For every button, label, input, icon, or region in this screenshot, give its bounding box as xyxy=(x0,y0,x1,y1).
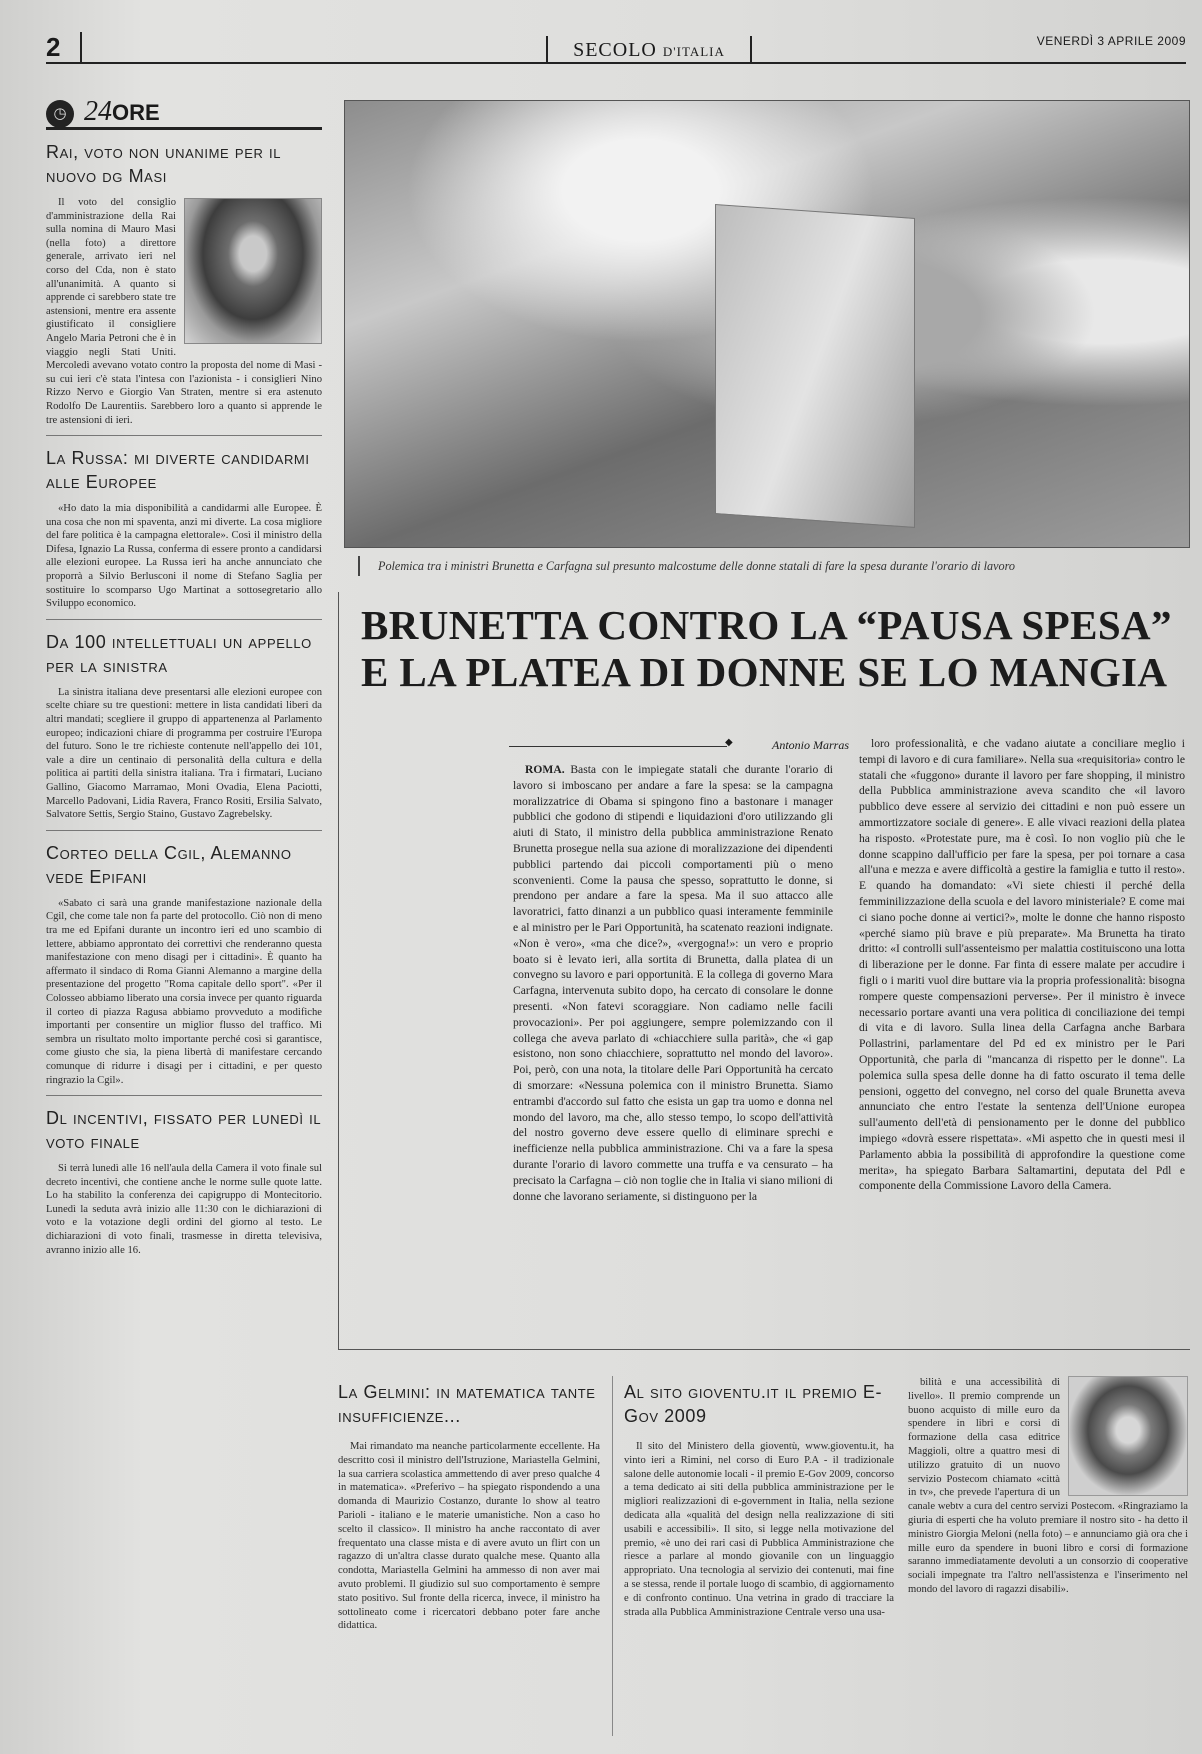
main-photo-shopping-bag xyxy=(344,100,1190,548)
brief-body: «Ho dato la mia disponibilità a candidarmi alle Europee. È una cosa che non mi spaventa, anzi mi diverte. La cosa migliore del fare politica è la campagna elettorale». Così il ministro della Difesa, Ignazio La Russa, conferma di essere pronto a candidarsi alle elezioni europee. La Russa ieri ha anche annunciato che proporrà a Silvio Berlusconi il nome di Stefano Saglia per sostituire lo scomparso Ugo Martinat a sottosegretario allo Sviluppo economico. xyxy=(46,503,322,610)
masthead xyxy=(46,30,1186,64)
brief-intellettuali xyxy=(46,630,322,822)
brief-title: Rai, voto non unanime per il nuovo dg Masi xyxy=(46,142,282,186)
brief-rai xyxy=(46,140,322,427)
divider xyxy=(46,830,322,831)
brief-body: Il sito del Ministero della gioventù, www.gioventu.it, ha vinto ieri a Rimini, nel corso di Euro P.A - il tradizionale salone delle autonomie locali - il premio E-Gov 2009, concorso a tema dedicato ai siti della pubblica amministrazione per le migliori realizzazioni di e-government in Italia, nella sezione dedicata alla «qualità del design nella realizzazione di siti usabili e accessibili». Il sito, si legge nella motivazione del premio, «è uno dei rari casi di Pubblica Amministrazione che riesce a parlare al mondo giovanile con un linguaggio appropriato. Una tecnologia al servizio dei contenuti, mai fine a se stessa, rende il portale luogo di scambio, di aggiornamento e di confronto continuo. Una vetrina in grado di tracciare la strada alla Pubblica Amministrazione Centrale verso una usa- xyxy=(624,1441,894,1618)
headline xyxy=(361,602,1181,696)
divider xyxy=(46,1095,322,1096)
photo-mauro-masi xyxy=(184,198,322,344)
left-column-briefs xyxy=(46,96,322,1257)
brief-gioventu xyxy=(624,1380,894,1619)
article-column-2: loro professionalità, e che vadano aiutate a conciliare meglio i tempi di lavoro e di cura familiare». Nella sua «requisitoria» contro le statali che «fuggono» durante il lavoro per fare shopping, il ministro della Pubblica amministrazione aveva scandito che «il lavoro pubblico deve essere al servizio dei cittadini e non può essere un ammortizzatore sociale di genere». E alle vivaci reazioni della platea ha risposto. «Protestate pure, ma è così. Io non voglio più che le donne scappino dall'ufficio per fare la spesa, per poi tornare a casa all'una e mezza e avere difficoltà a gestire la famiglia e tutto il resto». E quando ha domandato: «Vi siete chiesti il perché della femminilizzazione della scuola e del lavoro ministeriale? E come mai ci siano poche donne ai vertici?», molte le donne che hanno risposto «perché siamo più brave e più preparate». Ma Brunetta ha tirato dritto: «I controlli sull'assenteismo per malattia costituiscono una lotta di liberazione per le donne. Far finta di essere malate per accudire i figli o i mariti vuol dire buttare via la propria professionalità: bisogna rompere queste compensazioni perverse». Per il ministro è invece necessario portare avanti una vera politica di conciliazione dei tempi di vita e di lavoro. Sulla linea della Carfagna anche Barbara Pollastrini, parlamentare del Pd ed ex ministro per le Pari Opportunità, che parla di "mancanza di rispetto per le donne". La polemica sulla spesa delle donne ha di fatto oscurato il tema delle pensioni, oggetto del convegno, nel corso del quale Brunetta aveva annunciato che entro l'estate la sentenza dell'Unione europea sull'aumento dell'età di pensionamento per le donne del pubblico impiego «dovrà essere rispettata». «Mi aspetto che in questi mesi il Parlamento abbia la possibilità di approfondire la questione come merita», ha spiegato Barbara Saltamartini, deputata del Pdl e componente della Commissione Lavoro della Camera. xyxy=(859,737,1186,1193)
brief-dl-incentivi xyxy=(46,1106,322,1257)
column-divider xyxy=(612,1376,613,1736)
divider xyxy=(46,619,322,620)
brief-body: bilità e una accessibilità di livello». Il premio comprende un buono acquisto di mille euro da spendere in libri e corsi di formazione della casa editrice Maggioli, oltre a quattro mesi di utilizzo gratuito di un nuovo servizio Postecom chiamato «città in tv», che prevede l'apertura di un canale webtv a cura del centro servizi Postecom. «Ringraziamo la giuria di esperti che ha voluto premiare il nostro sito - ha detto il ministro Giorgia Meloni (nella foto) – e annunciamo già ora che i mille euro da spendere in buoni libro e corsi di formazione saranno immediatamente devoluti a un consorzio di cooperative sociali impegnate tra l'altro nell'assistenza e l'inserimento nel mondo del lavoro di ragazzi disabili». xyxy=(908,1377,1188,1595)
byline: Antonio Marras ◆ xyxy=(509,738,849,754)
clock-icon: ◷ xyxy=(46,100,74,128)
brief-title: Corteo della Cgil, Alemanno vede Epifani xyxy=(46,842,292,887)
section-logo-text xyxy=(84,96,160,128)
brief-cgil xyxy=(46,841,322,1087)
brief-body: Il voto del consiglio d'amministrazione della Rai sulla nomina di Mauro Masi (nella foto) a direttore generale, arrivato ieri nel corso del Cda, non è stato all'unanimità. A quanto si apprende ci sarebbero state tre astensioni, mentre era assente giustificato il consigliere Angelo Maria Petroni che è in viaggio negli Stati Uniti. Mercoledì avevano votato contro la proposta del nome di Masi - su cui ieri c'è stata l'intesa con l'azionista - i consiglieri Nino Rizzo Nervo e Giorgio Van Straten, mentre si era astenuto Rodolfo De Laurentiis. Sarebbero loro a quanto si apprende le tre astensioni di ieri. xyxy=(46,197,322,426)
paper-name-main: SECOLO xyxy=(573,39,657,61)
paper-name xyxy=(546,36,752,64)
brief-title: Al sito gioventu.it il premio E-Gov 2009 xyxy=(624,1382,883,1426)
brief-body: La sinistra italiana deve presentarsi alle elezioni europee con scelte chiare su tre questioni: mettere in lista candidati liberi da altri mandati; scegliere il gruppo di appartenenza al Parlamento europeo; indicazioni chiare di programma per costruire l'Europa del futuro. Sono le tre richieste contenute nell'appello dei 101, vale a dire un centinaio di personalità della cultura e della politica ai partiti della sinistra italiana. Tra i firmatari, Luciano Gallino, Giacomo Marramao, Moni Ovadia, Elena Paciotti, Marcello Padovani, Lidia Ravera, Franco Rositi, Ersilia Salvato, Salvatore Settis, Sergio Staino, Gustavo Zagrebelsky. xyxy=(46,686,322,821)
divider xyxy=(46,435,322,436)
brief-title: Da 100 intellettuali un appello per la sinistra xyxy=(46,631,312,676)
headline-line-1: BRUNETTA CONTRO LA “PAUSA SPESA” xyxy=(361,602,1172,648)
shopping-bag-illustration xyxy=(715,204,915,528)
section-logo-word: ORE xyxy=(112,100,160,125)
dateline: ROMA. xyxy=(525,763,565,776)
brief-title: La Gelmini: in matematica tante insufficienze... xyxy=(338,1382,596,1426)
brief-body: Si terrà lunedì alle 16 nell'aula della Camera il voto finale sul decreto incentivi, che contiene anche le norme sulle quote latte. Lo ha stabilito la conferenza dei capigruppo di Montecitorio. Lunedì la seduta avrà inizio alle 11:30 con le dichiarazioni di voto e la votazione degli ordini del giorno al testo. Le dichiarazioni di voto finali, trasmesse in diretta televisiva, avranno inizio alle 16. xyxy=(46,1163,322,1256)
brief-la-russa xyxy=(46,446,322,611)
page-number: 2 xyxy=(46,32,82,62)
section-logo-number: 24 xyxy=(84,96,112,127)
main-article xyxy=(338,592,1190,1350)
article-column-1-text: Basta con le impiegate statali che durante l'orario di lavoro si imboscano per andare a fare la spesa: se la campagna moralizzatrice di Obama si spingono fino a bastonare i manager pubblici che godono di stipendi e liquidazioni d'oro utilizzando gli aiuti di Stato, il ministro della pubblica amministrazione Renato Brunetta prosegue nella sua azione di moralizzazione dei dipendenti pubblici partendo dai piccoli comportamenti più o meno sconvenienti. Come la pausa che spesso, soprattutto le donne, si prendono per andare a fare la spesa. Ma il suo attacco alle lavoratrici, fatto dinanzi a un pubblico quasi interamente femminile e al ministro per le Pari Opportunità, ha scatenato reazioni indignate. «Non è vero», «ma che dice?», «vergogna!»: un vero e proprio boato si è levato ieri, alla sortita di Brunetta, dalla platea di un convegno su lavoro e pari opportunità. E la collega di governo Mara Carfagna, intervenuta subito dopo, ha cercato di consolare le donne presenti. «Non fatevi scoraggiare. Non cadiamo nelle facili provocazioni». Per poi aggiungere, sempre polemizzando con il collega che aveva parlato di «chiacchiere sulla parità», che «i gap esistono, non sono chiacchiere, soprattutto nel mondo del lavoro». Poi, però, con una nota, la titolare delle Pari Opportunità ha cercato di smorzare: «Nessuna polemica con il ministro Brunetta. Siamo entrambi d'accordo sul fatto che esista un gap tra uomo e donna nel mondo del lavoro, ma che, allo stesso tempo, lo scopo dell'attività del nostro governo deve essere quello di eliminare sprechi e inefficienze nella pubblica amministrazione. Chi va a fare la spesa durante l'orario di lavoro commette una truffa e va censurato – ha precisato la Carfagna – ciò non toglie che in Italia vi siano milioni di donne che lavorano seriamente, si distinguono per la xyxy=(513,763,833,1203)
section-logo xyxy=(46,96,322,130)
photo-giorgia-meloni xyxy=(1068,1376,1188,1496)
issue-date: VENERDÌ 3 APRILE 2009 xyxy=(1036,34,1186,48)
brief-gioventu-continued xyxy=(908,1376,1188,1597)
brief-title: La Russa: mi diverte candidarmi alle Europee xyxy=(46,448,310,493)
headline-line-2: E LA PLATEA DI DONNE SE LO MANGIA xyxy=(361,649,1168,695)
paper-name-suffix: D'ITALIA xyxy=(662,44,725,59)
photo-caption: Polemica tra i ministri Brunetta e Carfagna sul presunto malcostume delle donne statali di fare la spesa durante l'orario di lavoro xyxy=(358,556,1188,576)
brief-title: Dl incentivi, fissato per lunedì il voto finale xyxy=(46,1108,322,1153)
brief-body: «Sabato ci sarà una grande manifestazione nazionale della Cgil, che come tale non fa parte del protocollo. Ciò non di meno tra me ed Epifani durante un incontro ieri ed uno scambio di lettere, abbiamo approntato dei correttivi che renderanno questa manifestazione con meno disagi per i cittadini». È quanto ha affermato il sindaco di Roma Gianni Alemanno a margine della presentazione del progetto "Roma capitale dello sport". «Per il Colosseo abbiamo liberato una corsia invece per quanto riguarda il corteo di piazza Ragusa abbiamo provveduto a modifiche importanti per consentire un miglior flusso del traffico. Mi sembra un risultato molto importante perché così si garantisce, come giusto che sia, la piena libertà di manifestare cercando comunque di ridurre i disagi per i cittadini, e per questo ringrazio la Cgil». xyxy=(46,897,322,1086)
brief-gelmini xyxy=(338,1380,600,1633)
article-column-1 xyxy=(513,762,833,1204)
brief-body: Mai rimandato ma neanche particolarmente eccellente. Ha descritto così il ministro dell'Istruzione, Mariastella Gelmini, la sua carriera scolastica ammettendo di aver preso qualche 4 in matematica». «Preferivo – ha spiegato rispondendo a una domanda di Maurizio Costanzo, durante lo show al teatro Parioli - italiano e le materie umanistiche. Non a caso ho scelto il classico». Il ministro ha anche raccontato di aver frequentato una classe mista e di avere avuto un flirt con un ragazzo di un'altra classe durato qualche mese. Quanto alla condotta, Mariastella Gelmini ha ammesso di non aver mai avuto problemi. Il giudizio sul suo comportamento è sempre stato positivo. Sul fronte della ricerca, invece, il ministro ha sottolineato come i ricercatori debbano poter fare anche didattica. xyxy=(338,1441,600,1632)
